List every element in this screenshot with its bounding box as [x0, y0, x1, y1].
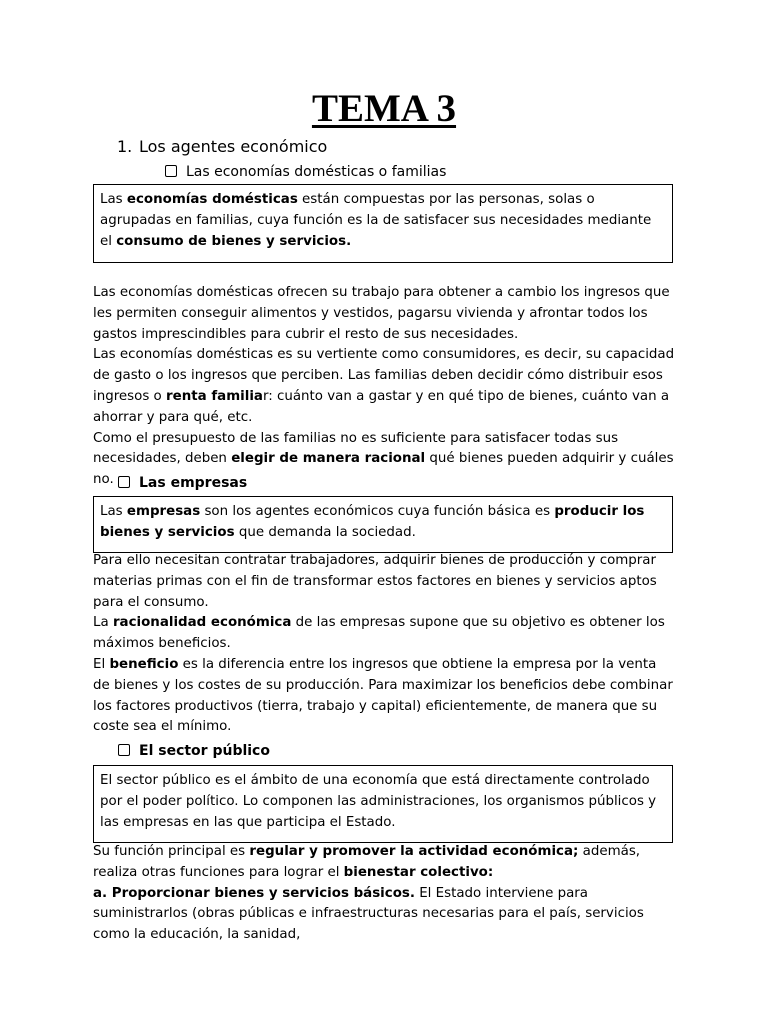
households-text [93, 283, 675, 491]
section-number: 1. [117, 137, 133, 156]
companies-definition-box: Las empresas son los agentes económicos cuya función básica es producir los bienes y servicios que demanda la sociedad. [93, 496, 673, 553]
checkbox-icon [118, 744, 130, 756]
checkbox-icon [165, 165, 177, 177]
page-title: TEMA 3 [311, 87, 457, 130]
households-heading: Las economías domésticas o familias [165, 162, 446, 182]
public-sector-heading: El sector público [118, 741, 270, 761]
public-sector-paragraph-2: a. Proporcionar bienes y servicios básicos. El Estado interviene para suministrarlos (obras públicas e infraestructuras necesarias para el país, servicios como la educación, la sanidad, [93, 885, 644, 943]
companies-text [93, 551, 675, 738]
companies-heading: Las empresas [118, 473, 247, 493]
companies-paragraph-3: El beneficio es la diferencia entre los ingresos que obtiene la empresa por la venta de bienes y los costes de su producción. Para maximizar los beneficios debe combinar los factores productivos (tierra, trabajo y capital) eficientemente, de manera que su coste sea el mínimo. [93, 656, 673, 735]
companies-paragraph-2: La racionalidad económica de las empresas supone que su objetivo es obtener los máximos beneficios. [93, 615, 665, 652]
households-definition-box: Las economías domésticas están compuestas por las personas, solas o agrupadas en familias, cuya función es la de satisfacer sus necesidades mediante el consumo de bienes y servicios. [93, 184, 673, 263]
companies-paragraph-1: Para ello necesitan contratar trabajadores, adquirir bienes de producción y comprar materias primas con el fin de transformar estos factores en bienes y servicios aptos para el consumo. [93, 553, 657, 610]
public-sector-paragraph-1: Su función principal es regular y promover la actividad económica; además, realiza otras funciones para lograr el bienestar colectivo: [93, 844, 641, 880]
public-sector-definition-box: El sector público es el ámbito de una economía que está directamente controlado por el poder político. Lo componen las administraciones, los organismos públicos y las empresas en las que participa el Estado. [93, 765, 673, 843]
households-paragraph-1: Las economías domésticas ofrecen su trabajo para obtener a cambio los ingresos que les permiten conseguir alimentos y vestidos, pagarsu vivienda y afrontar todos los gastos imprescindibles para cubrir el resto de sus necesidades. [93, 285, 670, 342]
checkbox-icon [118, 476, 130, 488]
section-heading [117, 136, 327, 158]
public-sector-text [93, 842, 675, 946]
households-paragraph-3: Como el presupuesto de las familias no es suficiente para satisfacer todas sus necesidades, deben elegir de manera racional qué bienes pueden adquirir y cuáles no. [93, 430, 674, 488]
households-paragraph-2: Las economías domésticas es su vertiente como consumidores, es decir, su capacidad de gasto o los ingresos que perciben. Las familias deben decidir cómo distribuir esos ingresos o renta familiar: cuánto van a gastar y en qué tipo de bienes, cuánto van a ahorrar y para qué, etc. [93, 347, 675, 425]
section-title: Los agentes económico [139, 137, 328, 156]
